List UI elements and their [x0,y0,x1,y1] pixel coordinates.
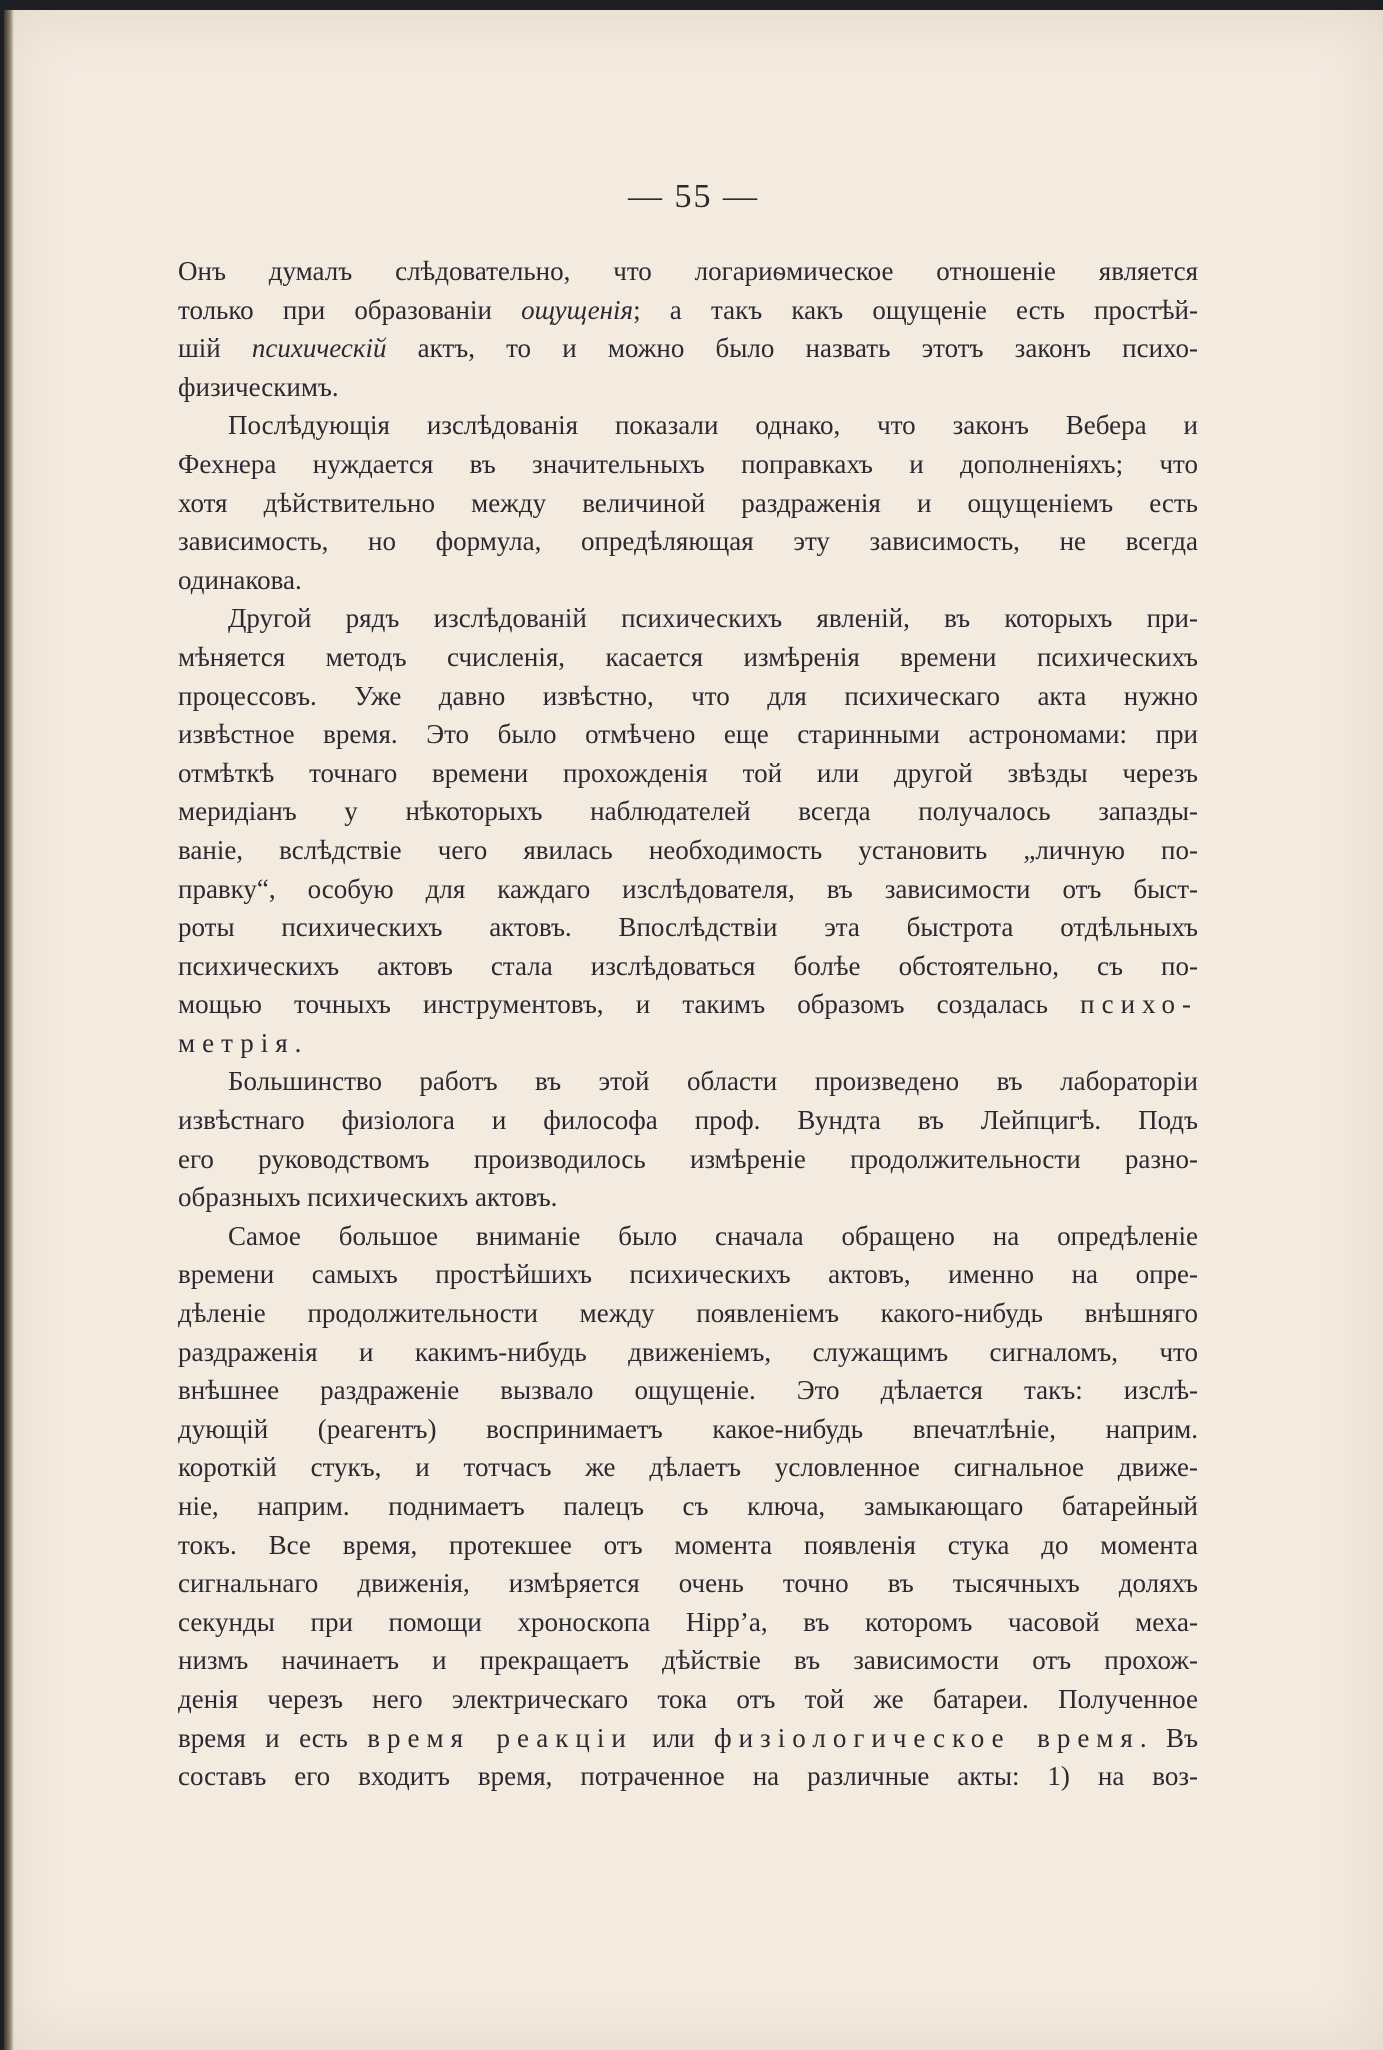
text-run: Большинство работъ въ этой области произведено въ лабораторіи [228,1066,1198,1097]
text-line [178,1448,1198,1487]
text-line [178,1487,1198,1526]
text-run: внѣшнее раздраженіе вызвало ощущеніе. Это дѣлается такъ: изслѣ- [178,1375,1198,1406]
text-run: процессовъ. Уже давно извѣстно, что для психическаго акта нужно [178,680,1198,711]
text-run: актъ, то и можно было назвать этотъ законъ психо- [386,333,1199,364]
text-line [178,1757,1198,1796]
text-run: низмъ начинаетъ и прекращаетъ дѣйствіе въ зависимости отъ прохож- [178,1645,1198,1676]
book-page [4,10,1383,2050]
text-line [178,985,1198,1024]
text-run: физіологическое время [714,1722,1140,1753]
text-run: физическимъ. [178,371,339,402]
text-run: меридіанъ у нѣкоторыхъ наблюдателей всегда получалось запазды- [178,796,1198,827]
text-run: психическихъ актовъ стала изслѣдоваться болѣе обстоятельно, съ по- [178,950,1198,981]
text-line [178,561,1198,600]
text-run: мѣняется методъ счисленія, касается измѣренія времени психическихъ [178,641,1198,672]
text-run: время реакціи [367,1722,633,1753]
text-run: ваніе, вслѣдствіе чего явилась необходимость установить „личную по- [178,834,1198,865]
text-line [178,252,1198,291]
text-line [178,522,1198,561]
text-line [178,1178,1198,1217]
text-run: психическій [251,333,387,364]
text-line [178,1410,1198,1449]
text-line [178,1371,1198,1410]
text-run: ощущенія [521,294,634,325]
text-line [178,599,1198,638]
text-line [178,870,1198,909]
text-line [178,1719,1198,1758]
text-line [178,677,1198,716]
text-run: извѣстное время. Это было отмѣчено еще старинными астрономами: при [178,719,1198,750]
text-line [178,1641,1198,1680]
text-run: психо- [1080,989,1198,1020]
text-line [178,1333,1198,1372]
text-run: Другой рядъ изслѣдованій психическихъ явленій, въ которыхъ при- [228,603,1198,634]
text-run: отмѣткѣ точнаго времени прохожденія той или другой звѣзды черезъ [178,757,1198,788]
text-run: секунды при помощи хроноскопа Hipp’а, въ которомъ часовой меха- [178,1606,1198,1637]
text-run: денія черезъ него электрическаго тока отъ той же батареи. Полученное [178,1683,1198,1714]
text-run: составъ его входитъ время, потраченное на различные акты: 1) на воз- [178,1761,1198,1792]
text-run: зависимость, но формула, опредѣляющая эту зависимость, не всегда [178,526,1198,557]
text-run: правку“, особую для каждаго изслѣдователя, въ зависимости отъ быст- [178,873,1198,904]
text-line [178,1062,1198,1101]
text-run: . Въ [1139,1722,1198,1753]
text-line [178,1217,1198,1256]
text-line [178,1294,1198,1333]
text-line [178,445,1198,484]
text-line [178,1101,1198,1140]
text-run: метрія [178,1027,295,1058]
book-spine-edge [4,10,14,2050]
text-run: короткій стукъ, и тотчасъ же дѣлаетъ условленное сигнальное движе- [178,1452,1198,1483]
text-line [178,1680,1198,1719]
text-run: хотя дѣйствительно между величиной раздраженія и ощущеніемъ есть [178,487,1198,518]
text-line [178,831,1198,870]
text-line [178,1564,1198,1603]
text-run: Послѣдующія изслѣдованія показали однако, что законъ Вебера и [228,410,1198,441]
text-line [178,638,1198,677]
text-run: дѣленіе продолжительности между появленіемъ какого-нибудь внѣшняго [178,1298,1198,1329]
text-line [178,1526,1198,1565]
text-run: образныхъ психическихъ актовъ. [178,1182,558,1213]
text-line [178,1603,1198,1642]
text-run: раздраженія и какимъ-нибудь движеніемъ, служащимъ сигналомъ, что [178,1336,1198,1367]
text-run: одинакова. [178,564,302,595]
text-line [178,291,1198,330]
text-line [178,947,1198,986]
text-run: только при образованіи [178,294,522,325]
text-run: токъ. Все время, протекшее отъ момента появленія стука до момента [178,1529,1198,1560]
text-run: ; а такъ какъ ощущеніе есть простѣй- [633,294,1198,325]
text-run: сигнальнаго движенія, измѣряется очень точно въ тысячныхъ доляхъ [178,1568,1198,1599]
text-line [178,1024,1198,1063]
text-line [178,484,1198,523]
text-run: или [632,1722,715,1753]
text-run: время и есть [178,1722,368,1753]
text-run: шій [178,333,252,364]
page-number: — 55 — [628,178,759,215]
text-run: Фехнера нуждается въ значительныхъ поправкахъ и дополненіяхъ; что [178,448,1198,479]
text-line [178,406,1198,445]
text-run: мощью точныхъ инструментовъ, и такимъ образомъ создалась [178,989,1081,1020]
text-line [178,1140,1198,1179]
text-line [178,792,1198,831]
body-text [178,252,1198,1796]
text-line [178,754,1198,793]
text-line [178,715,1198,754]
text-run: Самое большое вниманіе было сначала обращено на опредѣленіе [228,1220,1198,1251]
text-line [178,908,1198,947]
text-line [178,329,1198,368]
text-run: роты психическихъ актовъ. Впослѣдствіи эта быстрота отдѣльныхъ [178,912,1198,943]
text-run: . [294,1027,302,1058]
text-run: его руководствомъ производилось измѣреніе продолжительности разно- [178,1143,1198,1174]
text-line [178,1255,1198,1294]
text-line [178,368,1198,407]
text-run: времени самыхъ простѣйшихъ психическихъ актовъ, именно на опре- [178,1259,1198,1290]
text-run: извѣстнаго физіолога и философа проф. Вундта въ Лейпцигѣ. Подъ [178,1105,1198,1136]
text-run: дующій (реагентъ) воспринимаетъ какое-нибудь впечатлѣніе, наприм. [178,1413,1198,1444]
text-run: Онъ думалъ слѣдовательно, что логариѳмическое отношеніе является [178,256,1198,286]
text-run: ніе, наприм. поднимаетъ палецъ съ ключа, замыкающаго батарейный [178,1491,1198,1521]
